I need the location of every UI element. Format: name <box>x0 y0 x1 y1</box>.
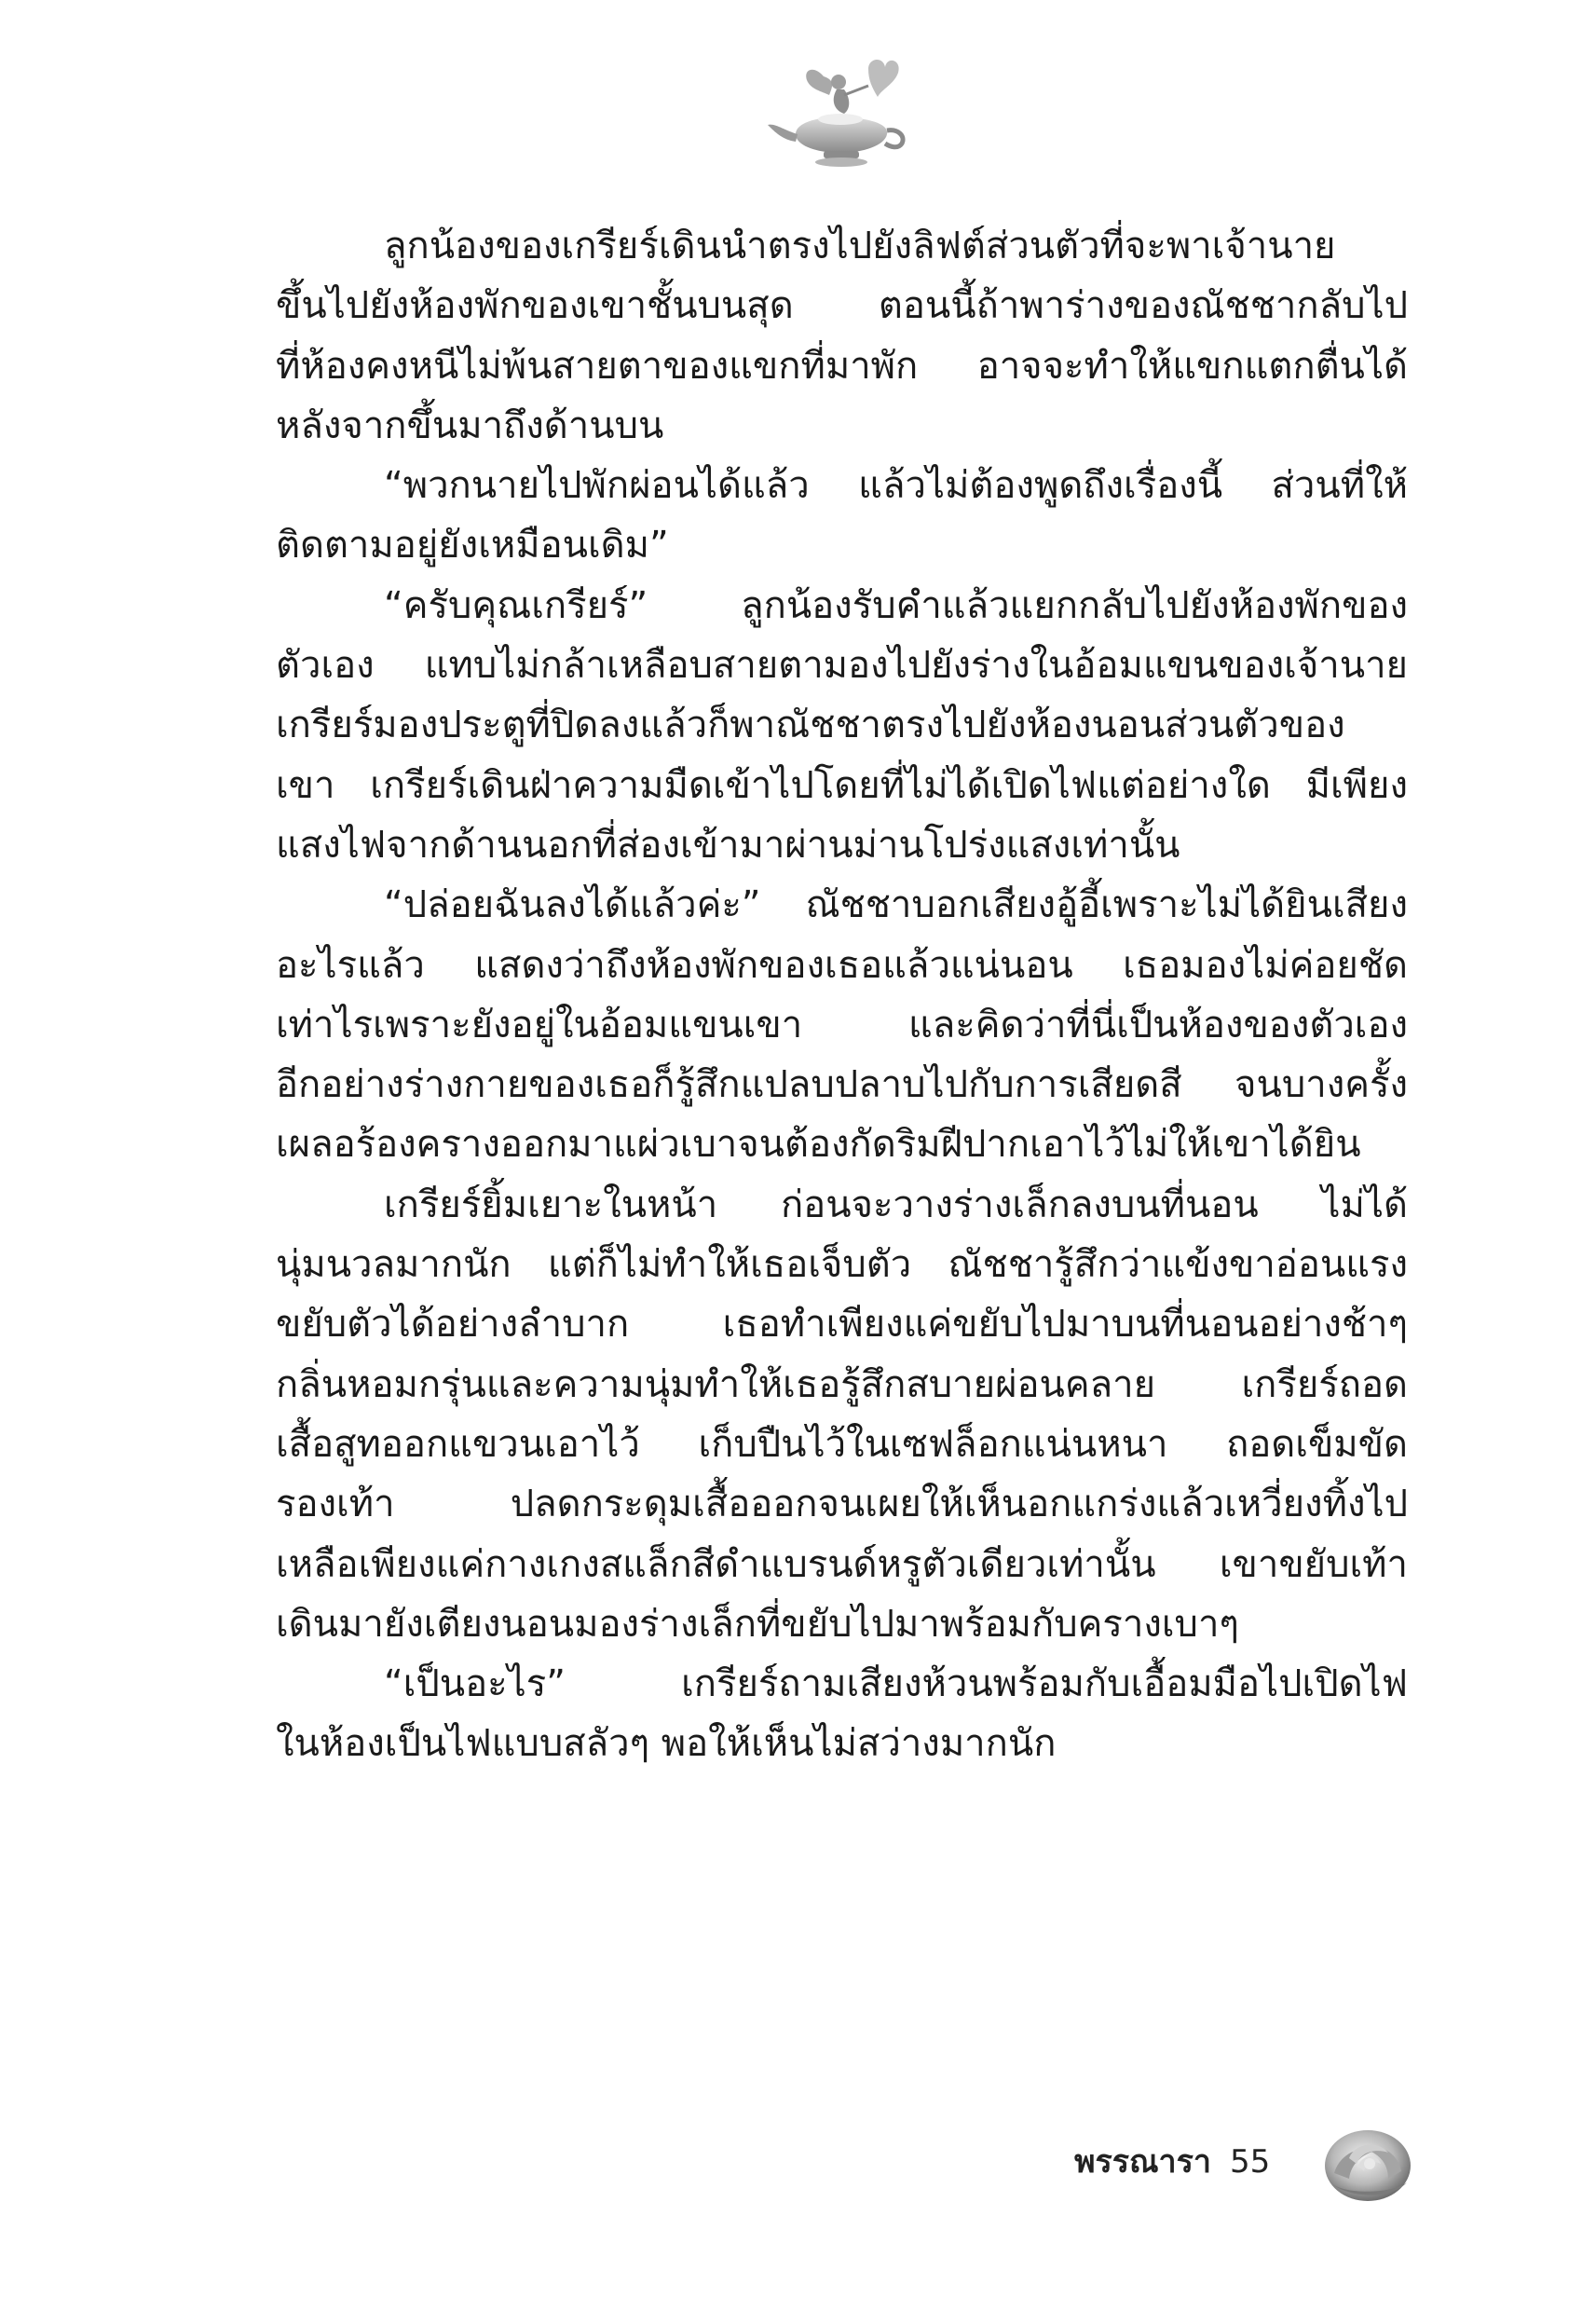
text-line: หลังจากขึ้นมาถึงด้านบน <box>276 403 664 447</box>
text-line: ขึ้นไปยังห้องพักของเขาชั้นบนสุด ตอนนี้ถ้าพาร่างของณัชชากลับไป <box>276 284 1408 328</box>
text-line: อีกอย่างร่างกายของเธอก็รู้สึกแปลบปลาบไปกับการเสียดสี จนบางครั้ง <box>276 1063 1408 1107</box>
page-number: 55 <box>1230 2143 1271 2181</box>
text-line: ตัวเอง แทบไม่กล้าเหลือบสายตามองไปยังร่างในอ้อมแขนของเจ้านาย <box>276 644 1408 688</box>
text-line: เกรียร์มองประตูที่ปิดลงแล้วก็พาณัชชาตรงไปยังห้องนอนส่วนตัวของ <box>276 704 1345 747</box>
paragraph <box>276 216 1408 456</box>
text-line: เหลือเพียงแค่กางเกงสแล็กสีดำแบรนด์หรูตัวเดียวเท่านั้น เขาขยับเท้า <box>276 1542 1408 1586</box>
paragraph <box>276 456 1408 576</box>
text-line: เขา เกรียร์เดินฝ่าความมืดเข้าไปโดยที่ไม่ได้เปิดไฟแต่อย่างใด มีเพียง <box>276 763 1408 807</box>
paragraph <box>276 1175 1408 1654</box>
body-text <box>276 216 1408 1774</box>
rose-icon <box>1321 2117 1414 2207</box>
text-line: แสงไฟจากด้านนอกที่ส่องเข้ามาผ่านม่านโปร่งแสงเท่านั้น <box>276 823 1180 867</box>
text-line: กลิ่นหอมกรุ่นและความนุ่มทำให้เธอรู้สึกสบายผ่อนคลาย เกรียร์ถอด <box>276 1362 1408 1406</box>
text-line: รองเท้า ปลดกระดุมเสื้อออกจนเผยให้เห็นอกแกร่งแล้วเหวี่ยงทิ้งไป <box>276 1483 1408 1526</box>
text-line: ขยับตัวได้อย่างลำบาก เธอทำเพียงแค่ขยับไปมาบนที่นอนอย่างช้าๆ <box>276 1303 1408 1347</box>
text-line: ติดตามอยู่ยังเหมือนเดิม” <box>276 524 669 567</box>
text-line: เผลอร้องครางออกมาแผ่วเบาจนต้องกัดริมฝีปากเอาไว้ไม่ให้เขาได้ยิน <box>276 1123 1361 1167</box>
cupid-teapot-ornament-icon <box>758 48 917 179</box>
text-line: เท่าไรเพราะยังอยู่ในอ้อมแขนเขา และคิดว่าที่นี่เป็นห้องของตัวเอง <box>276 1003 1408 1046</box>
text-line: “ครับคุณเกรียร์” ลูกน้องรับคำแล้วแยกกลับไปยังห้องพักของ <box>384 583 1408 627</box>
text-line: “ปล่อยฉันลงได้แล้วค่ะ” ณัชชาบอกเสียงอู้อี้เพราะไม่ได้ยินเสียง <box>384 883 1408 927</box>
text-line: อะไรแล้ว แสดงว่าถึงห้องพักของเธอแล้วแน่นอน เธอมองไม่ค่อยชัด <box>276 943 1408 987</box>
paragraph <box>276 1654 1408 1774</box>
text-line: ในห้องเป็นไฟแบบสลัวๆ พอให้เห็นไม่สว่างมากนัก <box>276 1722 1057 1766</box>
paragraph <box>276 576 1408 875</box>
text-line: “เป็นอะไร” เกรียร์ถามเสียงห้วนพร้อมกับเอื้อมมือไปเปิดไฟ <box>384 1662 1408 1706</box>
text-line: ที่ห้องคงหนีไม่พ้นสายตาของแขกที่มาพัก อาจจะทำให้แขกแตกตื่นได้ <box>276 344 1408 388</box>
text-line: “พวกนายไปพักผ่อนได้แล้ว แล้วไม่ต้องพูดถึงเรื่องนี้ ส่วนที่ให้ <box>384 464 1408 508</box>
text-line: เกรียร์ยิ้มเยาะในหน้า ก่อนจะวางร่างเล็กลงบนที่นอน ไม่ได้ <box>384 1183 1408 1226</box>
paragraph <box>276 875 1408 1174</box>
text-line: ลูกน้องของเกรียร์เดินนำตรงไปยังลิฟต์ส่วนตัวที่จะพาเจ้านาย <box>384 225 1336 267</box>
text-line: เสื้อสูทออกแขวนเอาไว้ เก็บปืนไว้ในเซฟล็อกแน่นหนา ถอดเข็มขัด <box>276 1422 1408 1466</box>
text-line: เดินมายังเตียงนอนมองร่างเล็กที่ขยับไปมาพร้อมกับครางเบาๆ <box>276 1602 1239 1646</box>
text-line: นุ่มนวลมากนัก แต่ก็ไม่ทำให้เธอเจ็บตัว ณัชชารู้สึกว่าแข้งขาอ่อนแรง <box>276 1243 1408 1287</box>
footer-book-title: พรรณารา <box>1074 2143 1211 2181</box>
